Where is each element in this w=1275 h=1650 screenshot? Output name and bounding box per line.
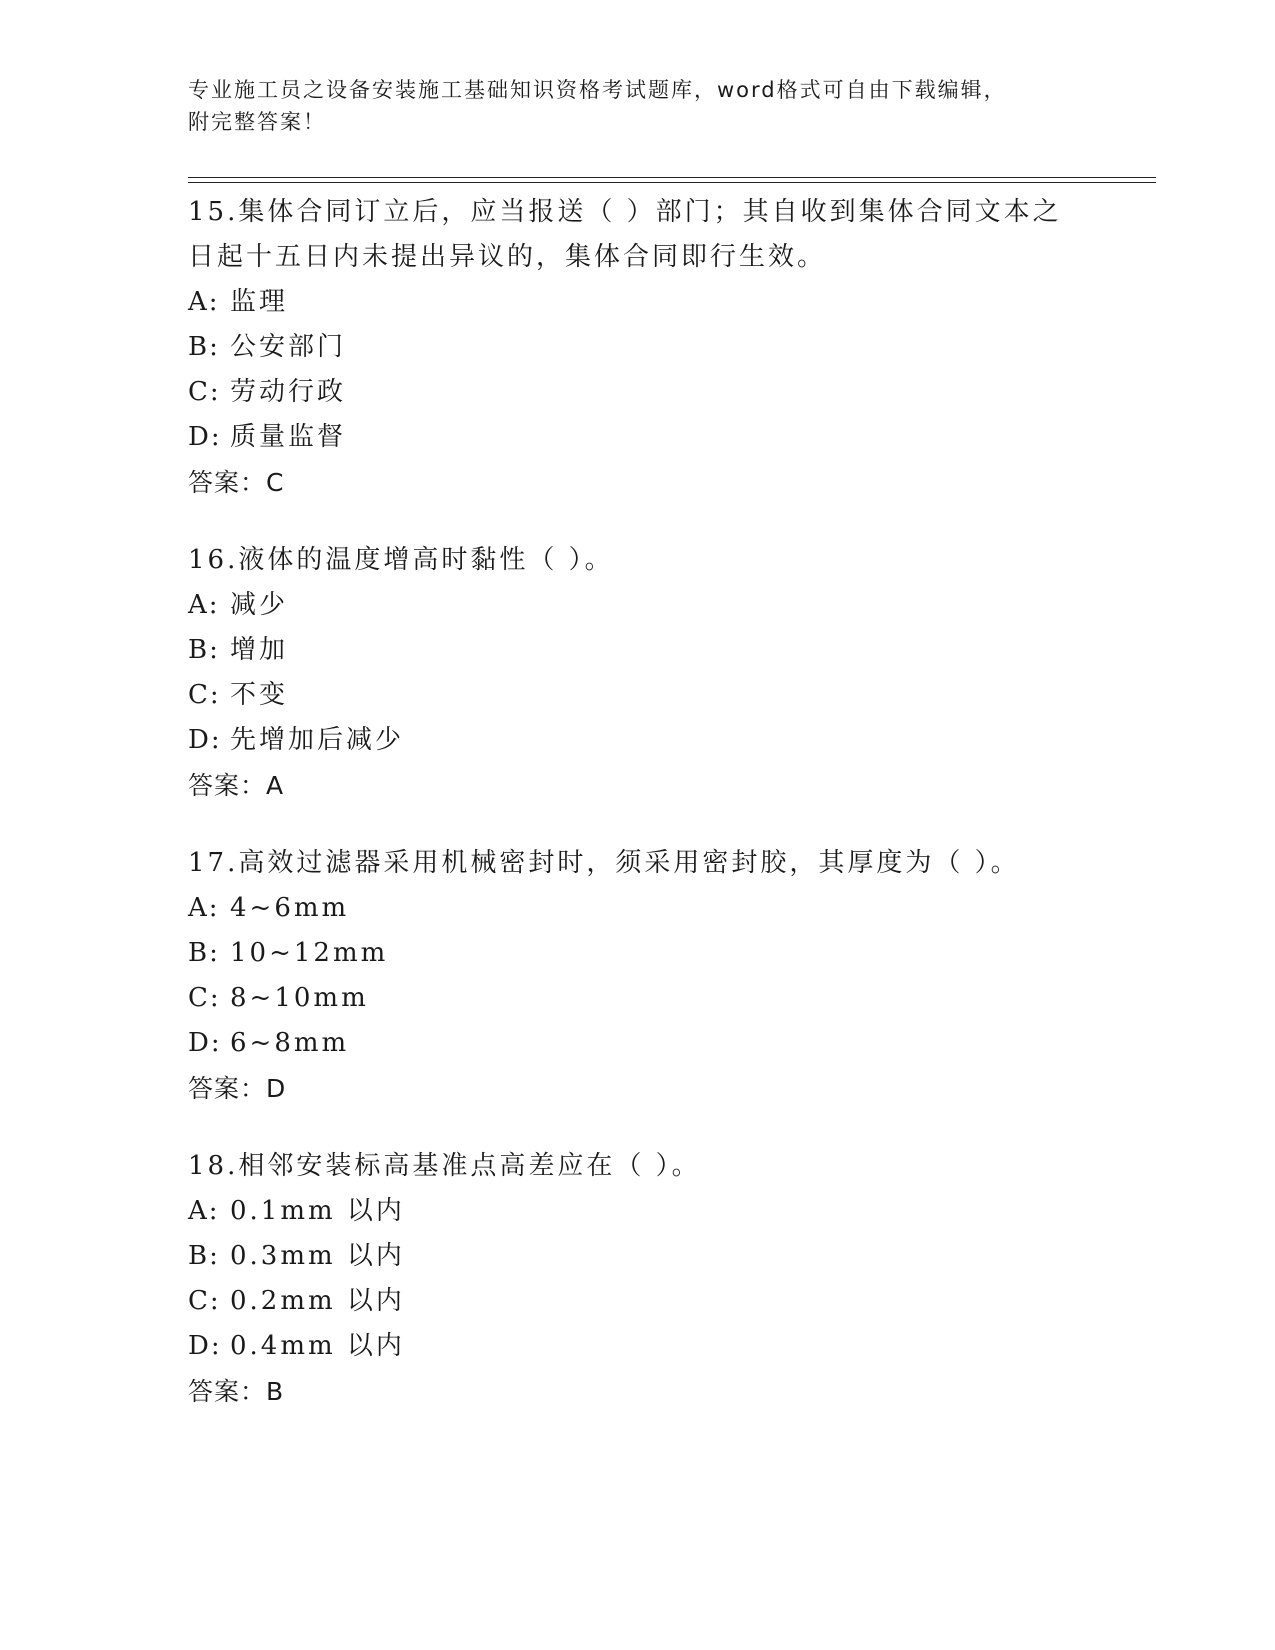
option-text: 先增加后减少: [230, 725, 405, 755]
option-text: 6~8mm: [230, 1028, 350, 1058]
option-key: A:: [188, 893, 220, 923]
question-stem: [188, 538, 1088, 583]
option-key: C:: [188, 983, 221, 1013]
option-c: [188, 370, 1088, 415]
header-line-1: 专业施工员之设备安装施工基础知识资格考试题库，word格式可自由下载编辑，: [188, 78, 1007, 102]
option-a: [188, 1189, 1088, 1234]
stem-line: 日起十五日内未提出异议的，集体合同即行生效。: [188, 242, 827, 272]
option-b: [188, 628, 1088, 673]
option-c: [188, 673, 1088, 718]
question-stem: [188, 1144, 1088, 1189]
option-text: 0.3mm 以内: [230, 1241, 405, 1271]
option-key: C:: [188, 1286, 221, 1316]
question-15: [188, 190, 1088, 506]
option-c: [188, 976, 1088, 1021]
option-b: [188, 931, 1088, 976]
option-text: 增加: [230, 635, 289, 665]
option-key: D:: [188, 1028, 222, 1058]
option-b: [188, 325, 1088, 370]
question-17: [188, 841, 1088, 1112]
option-text: 减少: [230, 590, 289, 620]
option-b: [188, 1234, 1088, 1279]
option-text: 质量监督: [230, 422, 347, 452]
option-key: B:: [188, 332, 220, 362]
option-text: 监理: [230, 287, 289, 317]
option-d: [188, 415, 1088, 460]
answer-line: 答案：C: [188, 468, 285, 497]
option-key: A:: [188, 590, 220, 620]
option-key: B:: [188, 635, 220, 665]
question-list: [188, 190, 1088, 1447]
question-18: [188, 1144, 1088, 1415]
option-a: [188, 886, 1088, 931]
stem-line: 16.液体的温度增高时黏性（ ）。: [188, 545, 614, 575]
option-key: D:: [188, 422, 222, 452]
option-key: A:: [188, 287, 220, 317]
option-key: D:: [188, 1331, 222, 1361]
answer-line: 答案：A: [188, 771, 285, 800]
option-key: D:: [188, 725, 222, 755]
option-text: 劳动行政: [230, 377, 347, 407]
stem-line: 18.相邻安装标高基准点高差应在（ ）。: [188, 1151, 701, 1181]
option-text: 0.2mm 以内: [230, 1286, 405, 1316]
answer-line: 答案：D: [188, 1074, 287, 1103]
option-a: [188, 583, 1088, 628]
option-d: [188, 1324, 1088, 1369]
option-key: B:: [188, 1241, 220, 1271]
question-16: [188, 538, 1088, 809]
option-text: 4~6mm: [230, 893, 350, 923]
option-a: [188, 280, 1088, 325]
stem-line: 17.高效过滤器采用机械密封时，须采用密封胶，其厚度为（ ）。: [188, 848, 1020, 878]
option-text: 8~10mm: [230, 983, 369, 1013]
option-text: 0.1mm 以内: [230, 1196, 405, 1226]
header-divider-bottom: [188, 182, 1156, 183]
question-stem: [188, 841, 1088, 886]
header-line-2: 附完整答案！: [188, 110, 326, 134]
option-text: 不变: [230, 680, 289, 710]
option-c: [188, 1279, 1088, 1324]
question-stem: [188, 190, 1088, 280]
option-key: A:: [188, 1196, 220, 1226]
option-d: [188, 718, 1088, 763]
option-key: C:: [188, 377, 221, 407]
document-header: [188, 74, 1068, 138]
option-key: C:: [188, 680, 221, 710]
answer-line: 答案：B: [188, 1377, 285, 1406]
option-key: B:: [188, 938, 220, 968]
header-divider-top: [188, 177, 1156, 178]
option-text: 10~12mm: [230, 938, 389, 968]
option-text: 0.4mm 以内: [230, 1331, 405, 1361]
option-d: [188, 1021, 1088, 1066]
stem-line: 15.集体合同订立后，应当报送（ ）部门；其自收到集体合同文本之: [188, 197, 1062, 227]
option-text: 公安部门: [230, 332, 347, 362]
